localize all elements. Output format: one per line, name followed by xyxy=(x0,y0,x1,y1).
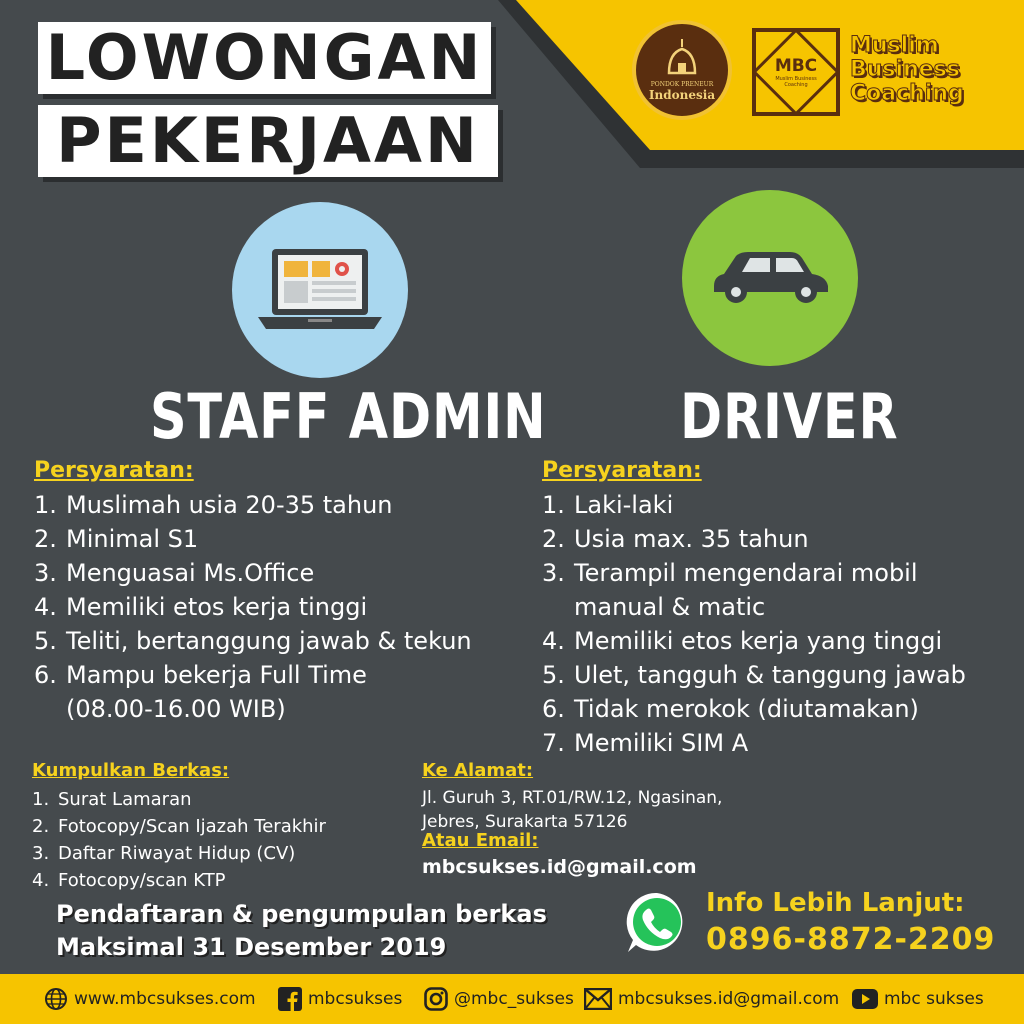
mosque-dome-icon xyxy=(665,39,699,79)
deadline-line-2: Maksimal 31 Desember 2019 xyxy=(56,933,447,961)
list-item: 4. Memiliki etos kerja yang tinggi xyxy=(542,627,943,655)
job-title-admin: STAFF ADMIN xyxy=(150,380,547,453)
driver-requirements-heading: Persyaratan: xyxy=(542,458,702,483)
globe-icon xyxy=(44,987,68,1011)
laptop-icon-circle xyxy=(232,202,408,378)
list-item: 2. Usia max. 35 tahun xyxy=(542,525,809,553)
instagram-icon xyxy=(424,987,448,1011)
email-heading: Atau Email: xyxy=(422,830,539,851)
mbc-abbr: MBC xyxy=(774,56,818,76)
footer-facebook-label: mbcsukses xyxy=(308,989,403,1009)
info-heading: Info Lebih Lanjut: xyxy=(706,888,965,918)
info-phone-number[interactable]: 0896-8872-2209 xyxy=(706,922,996,957)
list-item: 6. Mampu bekerja Full Time xyxy=(34,661,367,689)
list-item: 7. Memiliki SIM A xyxy=(542,729,749,757)
list-item: 3. Menguasai Ms.Office xyxy=(34,559,315,587)
list-item: 1. Laki-laki xyxy=(542,491,674,519)
footer-facebook[interactable] xyxy=(278,986,402,1012)
driver-requirements-list xyxy=(542,488,1012,760)
list-item: 4. Fotocopy/scan KTP xyxy=(32,870,226,891)
logo-small-label: PONDOK PRENEUR xyxy=(650,80,714,88)
footer-youtube[interactable] xyxy=(852,986,984,1012)
list-item: 6. Tidak merokok (diutamakan) xyxy=(542,695,919,723)
footer-website[interactable] xyxy=(44,986,256,1012)
mbc-brand-name: Muslim Business Coaching xyxy=(850,33,964,106)
footer-youtube-label: mbc sukses xyxy=(884,989,984,1009)
job-title-driver: DRIVER xyxy=(680,380,899,453)
laptop-icon xyxy=(258,245,382,335)
list-item: 4. Memiliki etos kerja tinggi xyxy=(34,593,368,621)
title-line-1: LOWONGAN xyxy=(38,22,491,94)
footer-email-label: mbcsukses.id@gmail.com xyxy=(618,989,840,1009)
whatsapp-icon xyxy=(624,890,690,956)
title-line-2: PEKERJAAN xyxy=(38,105,498,177)
berkas-heading: Kumpulkan Berkas: xyxy=(32,760,230,781)
list-item: (08.00-16.00 WIB) xyxy=(66,695,286,723)
car-icon-circle xyxy=(682,190,858,366)
address-line-1: Jl. Guruh 3, RT.01/RW.12, Ngasinan, xyxy=(422,788,723,808)
footer-instagram-label: @mbc_sukses xyxy=(454,989,574,1009)
car-icon xyxy=(708,248,832,308)
footer-email[interactable] xyxy=(584,986,839,1012)
list-item: 5. Teliti, bertanggung jawab & tekun xyxy=(34,627,472,655)
youtube-icon xyxy=(852,989,878,1009)
admin-requirements-heading: Persyaratan: xyxy=(34,458,194,483)
footer-website-label: www.mbcsukses.com xyxy=(74,989,256,1009)
deadline-line-1: Pendaftaran & pengumpulan berkas xyxy=(56,900,547,928)
mbc-sub: Muslim Business Coaching xyxy=(775,76,817,88)
mbc-logo xyxy=(752,28,840,116)
berkas-list xyxy=(32,786,326,894)
list-item: 1. Surat Lamaran xyxy=(32,789,192,810)
envelope-icon xyxy=(584,988,612,1010)
address-heading: Ke Alamat: xyxy=(422,760,534,781)
pondok-preneur-logo xyxy=(632,20,732,120)
list-item: 1. Muslimah usia 20-35 tahun xyxy=(34,491,393,519)
list-item: 3. Terampil mengendarai mobil xyxy=(542,559,918,587)
address-text xyxy=(422,786,722,834)
footer-instagram[interactable] xyxy=(424,986,574,1012)
logo-big-label: Indonesia xyxy=(648,87,716,102)
list-item: 3. Daftar Riwayat Hidup (CV) xyxy=(32,843,296,864)
list-item: 5. Ulet, tangguh & tanggung jawab xyxy=(542,661,966,689)
admin-requirements-list xyxy=(34,488,524,726)
list-item: 2. Minimal S1 xyxy=(34,525,199,553)
list-item: manual & matic xyxy=(574,593,766,621)
footer-bar xyxy=(0,974,1024,1024)
deadline-notice xyxy=(56,898,547,964)
facebook-icon xyxy=(278,987,302,1011)
email-address[interactable]: mbcsukses.id@gmail.com xyxy=(422,856,697,878)
list-item: 2. Fotocopy/Scan Ijazah Terakhir xyxy=(32,816,326,837)
address-line-2: Jebres, Surakarta 57126 xyxy=(422,812,628,832)
